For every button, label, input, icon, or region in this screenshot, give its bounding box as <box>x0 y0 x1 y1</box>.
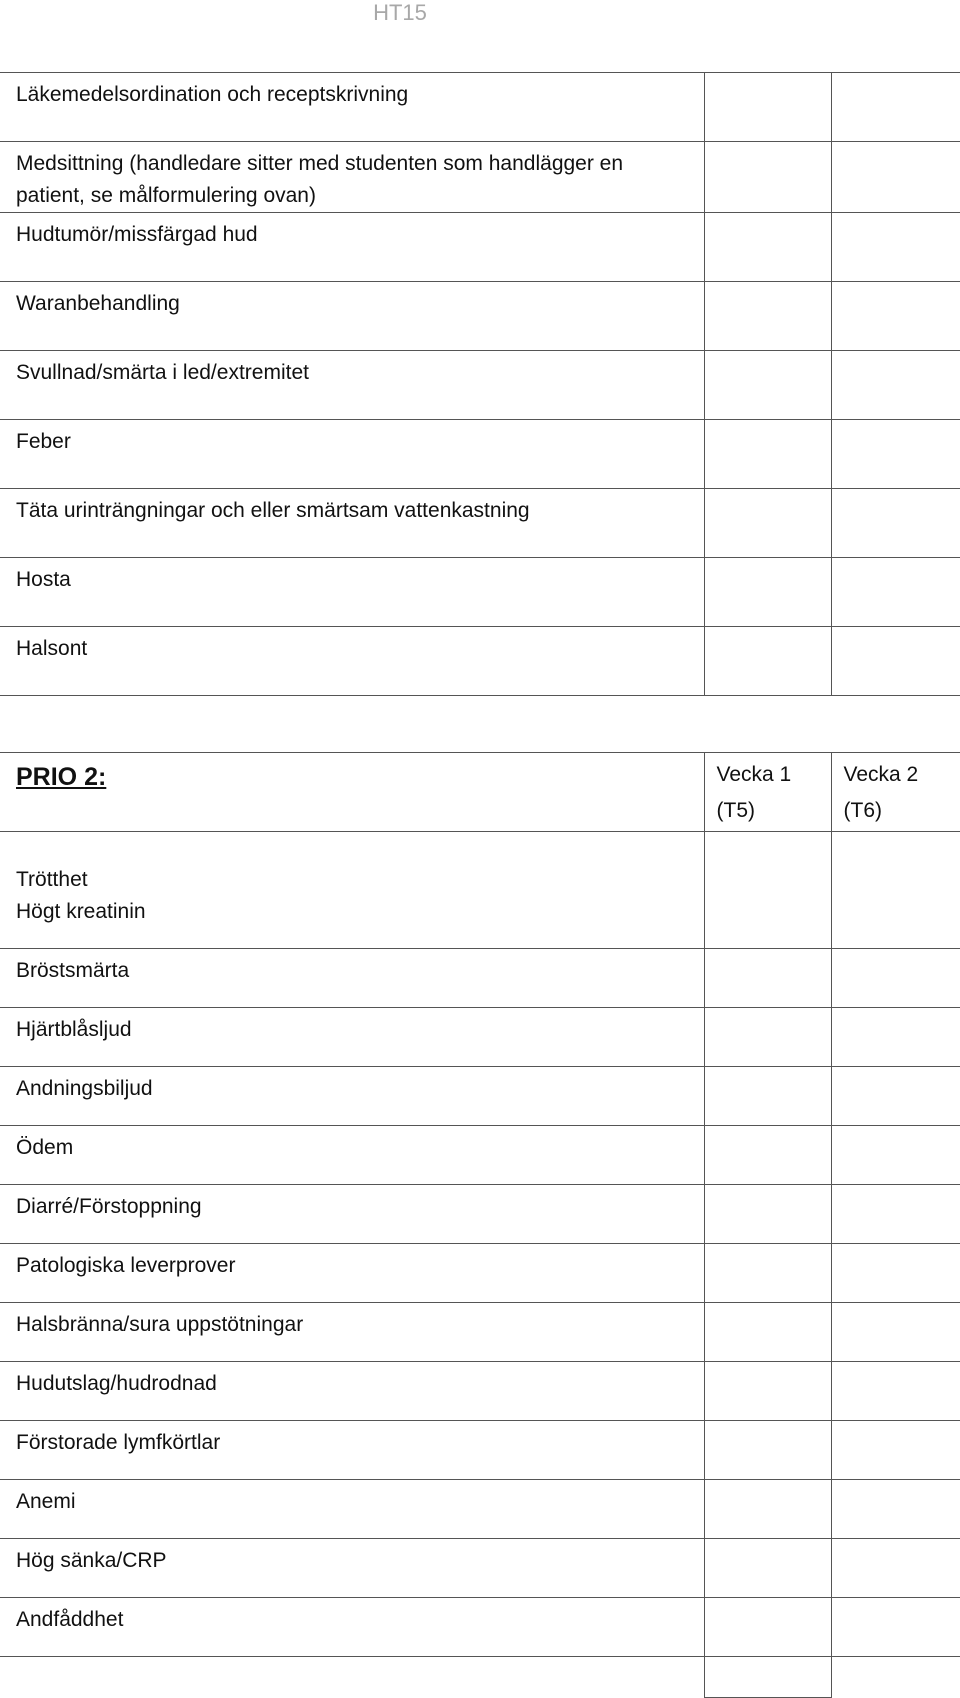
prio2-week1-cell[interactable] <box>704 864 831 896</box>
prio2-week2-cell[interactable] <box>831 1480 960 1539</box>
prio1-week1-cell[interactable] <box>704 73 831 142</box>
prio1-week1-cell[interactable] <box>704 213 831 282</box>
week2-header-line1: Vecka 2 <box>843 763 919 786</box>
prio2-week2-cell[interactable] <box>831 1539 960 1598</box>
prio2-row-label: Halsbränna/sura uppstötningar <box>0 1303 704 1362</box>
prio2-row-label: Ödem <box>0 1126 704 1185</box>
prio1-week1-cell[interactable] <box>704 351 831 420</box>
page-header: HT15 <box>373 0 427 25</box>
prio1-table <box>0 72 960 696</box>
prio2-week1-cell[interactable] <box>704 1185 831 1244</box>
prio2-row-label: Anemi <box>0 1480 704 1539</box>
prio1-week1-cell[interactable] <box>704 627 831 696</box>
prio2-week1-cell[interactable] <box>704 1657 831 1698</box>
week2-header-line2: (T6) <box>843 799 882 822</box>
prio1-row-label: Medsittning (handledare sitter med studenten som handlägger en patient, se målformulering ovan) <box>0 142 704 213</box>
prio2-week2-cell[interactable] <box>831 1362 960 1421</box>
prio2-week1-cell[interactable] <box>704 1244 831 1303</box>
prio1-row-label: Waranbehandling <box>0 282 704 351</box>
prio1-week1-cell[interactable] <box>704 558 831 627</box>
prio2-week2-cell[interactable] <box>831 1126 960 1185</box>
prio2-week1-cell[interactable] <box>704 896 831 949</box>
prio2-week1-cell[interactable] <box>704 1362 831 1421</box>
prio2-row-label: Förstorade lymfkörtlar <box>0 1421 704 1480</box>
prio2-week2-cell[interactable] <box>831 864 960 896</box>
prio1-week1-cell[interactable] <box>704 489 831 558</box>
prio2-trailing-spacer <box>0 1657 704 1698</box>
prio2-week1-cell[interactable] <box>704 1303 831 1362</box>
prio1-week2-cell[interactable] <box>831 351 960 420</box>
prio2-spacer <box>0 832 704 865</box>
prio1-week2-cell[interactable] <box>831 213 960 282</box>
prio2-row-label: Hög sänka/CRP <box>0 1539 704 1598</box>
prio2-row-label: Andningsbiljud <box>0 1067 704 1126</box>
prio2-row-label: Patologiska leverprover <box>0 1244 704 1303</box>
prio2-week2-cell[interactable] <box>831 896 960 949</box>
prio1-row-label: Täta urinträngningar och eller smärtsam vattenkastning <box>0 489 704 558</box>
prio2-row-label: Trötthet <box>16 868 88 891</box>
prio1-week2-cell[interactable] <box>831 627 960 696</box>
prio2-row-label: Hudutslag/hudrodnad <box>0 1362 704 1421</box>
prio2-week1-cell[interactable] <box>704 1421 831 1480</box>
prio2-week1-cell[interactable] <box>704 1126 831 1185</box>
prio1-row-label: Hudtumör/missfärgad hud <box>0 213 704 282</box>
prio1-week1-cell[interactable] <box>704 142 831 213</box>
prio2-row-label: Bröstsmärta <box>0 949 704 1008</box>
week1-header-line2: (T5) <box>716 799 755 822</box>
prio2-row-label: Andfåddhet <box>0 1598 704 1657</box>
prio2-row-label: Högt kreatinin <box>0 896 704 949</box>
prio2-row-label: Hjärtblåsljud <box>0 1008 704 1067</box>
prio1-week2-cell[interactable] <box>831 142 960 213</box>
prio2-week2-cell[interactable] <box>831 1303 960 1362</box>
prio1-week2-cell[interactable] <box>831 73 960 142</box>
prio2-week2-cell[interactable] <box>831 1067 960 1126</box>
prio2-title: PRIO 2: <box>0 753 704 832</box>
prio1-row-label: Feber <box>0 420 704 489</box>
prio2-week2-cell[interactable] <box>831 1244 960 1303</box>
prio1-row-label: Läkemedelsordination och receptskrivning <box>0 73 704 142</box>
week1-header <box>704 753 831 832</box>
prio1-week1-cell[interactable] <box>704 420 831 489</box>
prio2-week2-cell[interactable] <box>831 1008 960 1067</box>
prio2-week1-cell[interactable] <box>704 949 831 1008</box>
prio2-week2-cell[interactable] <box>831 949 960 1008</box>
prio2-week1-cell[interactable] <box>704 1480 831 1539</box>
prio1-week1-cell[interactable] <box>704 282 831 351</box>
prio2-row-label: Diarré/Förstoppning <box>0 1185 704 1244</box>
week1-header-line1: Vecka 1 <box>716 763 792 786</box>
prio2-week1-cell[interactable] <box>704 832 831 865</box>
prio2-week1-cell[interactable] <box>704 1008 831 1067</box>
prio2-trailing-empty <box>831 1657 960 1698</box>
prio1-row-label: Hosta <box>0 558 704 627</box>
prio2-table <box>0 752 960 1698</box>
prio1-row-label: Svullnad/smärta i led/extremitet <box>0 351 704 420</box>
week2-header <box>831 753 960 832</box>
prio1-row-label: Halsont <box>0 627 704 696</box>
prio2-week2-cell[interactable] <box>831 1185 960 1244</box>
prio2-week1-cell[interactable] <box>704 1598 831 1657</box>
prio1-week2-cell[interactable] <box>831 282 960 351</box>
prio2-week1-cell[interactable] <box>704 1539 831 1598</box>
prio1-week2-cell[interactable] <box>831 420 960 489</box>
prio2-week2-cell[interactable] <box>831 1421 960 1480</box>
prio1-week2-cell[interactable] <box>831 489 960 558</box>
prio2-week1-cell[interactable] <box>704 1067 831 1126</box>
prio2-week2-cell[interactable] <box>831 1598 960 1657</box>
prio1-week2-cell[interactable] <box>831 558 960 627</box>
prio2-week2-cell[interactable] <box>831 832 960 865</box>
